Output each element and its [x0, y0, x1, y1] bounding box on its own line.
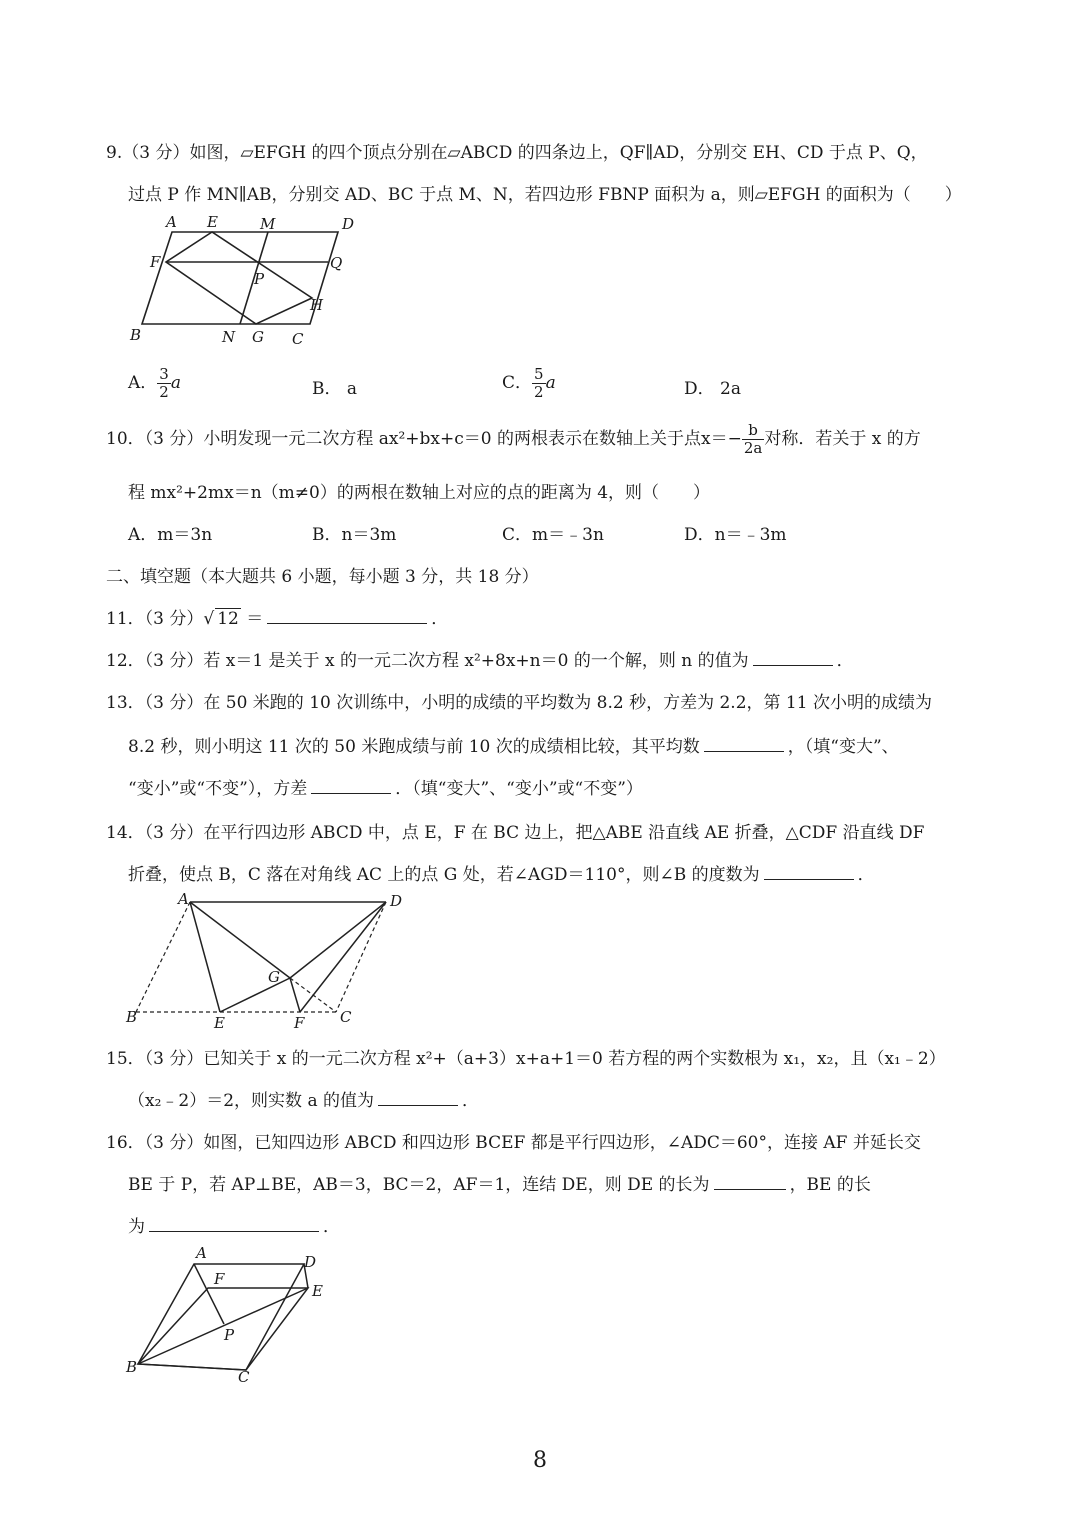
q16-label-f: F	[214, 1270, 225, 1288]
q9-label-f: F	[150, 253, 161, 271]
q16-label-c: C	[238, 1368, 250, 1386]
q14-label-b: B	[126, 1008, 138, 1026]
q16-label-p: P	[224, 1326, 235, 1344]
q10-option-d: D．n＝﹣3m	[684, 525, 787, 545]
q9-label-h: H	[310, 296, 324, 314]
q14-line-ag	[190, 902, 290, 978]
q10-line2: 程 mx²+2mx＝n（m≠0）的两根在数轴上对应的点的距离为 4，则（ ）	[128, 483, 711, 503]
q16-parallelogram-bcef	[138, 1288, 308, 1370]
q10-line1: 10．（3 分）小明发现一元二次方程 ax²+bx+c＝0 的两根表示在数轴上关于点x＝− $\frac{b}{2a}$ 对称．若关于 x 的方	[106, 421, 921, 457]
q12-blank[interactable]	[753, 664, 833, 666]
q9-label-q: Q	[330, 254, 343, 272]
q9-figure	[130, 212, 370, 352]
q16-label-d: D	[304, 1253, 317, 1271]
q14-dashed-gc	[290, 978, 336, 1012]
q14-label-f: F	[294, 1014, 305, 1032]
q9-label-n: N	[222, 328, 236, 346]
q16-blank-be[interactable]	[149, 1230, 319, 1232]
q10-option-b: B．n＝3m	[312, 525, 397, 545]
q11-blank[interactable]	[267, 622, 427, 624]
q9-option-c: C． $\frac{5}{2}$ a	[502, 365, 556, 401]
q15-line2: （x₂﹣2）＝2，则实数 a 的值为 ．	[128, 1091, 479, 1111]
q14-blank[interactable]	[764, 878, 854, 880]
q9-option-d: D． 2a	[684, 379, 741, 399]
q15-blank[interactable]	[378, 1104, 458, 1106]
q14-line-dg	[290, 902, 386, 978]
q9-parallelogram-abcd	[142, 232, 338, 324]
q12-line: 12．（3 分）若 x＝1 是关于 x 的一元二次方程 x²+8x+n＝0 的一个解，则 n 的值为 ．	[106, 651, 854, 671]
q14-label-g: G	[268, 968, 280, 986]
q16-line3: 为 ．	[128, 1217, 340, 1237]
q14-line-fg	[290, 978, 300, 1012]
q14-label-a: A	[178, 890, 189, 908]
q10-option-c: C．m＝﹣3n	[502, 525, 604, 545]
q13-line2: 8.2 秒，则小明这 11 次的 50 米跑成绩与前 10 次的成绩相比较，其平均数 ，（填“变大”、	[128, 737, 899, 757]
q9-label-m: M	[260, 215, 276, 233]
q13-blank-variance[interactable]	[311, 792, 391, 794]
q13-line1: 13．（3 分）在 50 米跑的 10 次训练中，小明的成绩的平均数为 8.2 秒，方差为 2.2，第 11 次小明的成绩为	[106, 693, 932, 713]
q9-label-e: E	[207, 213, 218, 231]
q14-figure	[124, 890, 414, 1030]
q14-line1: 14．（3 分）在平行四边形 ABCD 中，点 E，F 在 BC 边上，把△ABE 沿直线 AE 折叠，△CDF 沿直线 DF	[106, 823, 925, 843]
q9-label-a: A	[166, 213, 177, 231]
q14-label-c: C	[340, 1008, 352, 1026]
q10-option-a: A．m＝3n	[128, 525, 213, 545]
q13-blank-mean[interactable]	[704, 750, 784, 752]
q15-line1: 15．（3 分）已知关于 x 的一元二次方程 x²+（a+3）x+a+1＝0 若方程的两个实数根为 x₁，x₂，且（x₁﹣2）	[106, 1049, 946, 1069]
q9-option-a: A． $\frac{3}{2}$ a	[128, 365, 181, 401]
q11-line: 11．（3 分）√ 12 ＝ ．	[106, 609, 449, 629]
q14-label-d: D	[390, 892, 403, 910]
q9-line2: 过点 P 作 MN∥AB，分别交 AD、BC 于点 M、N，若四边形 FBNP 面积为 a，则▱EFGH 的面积为（ ）	[128, 185, 962, 205]
q9-label-b: B	[130, 326, 142, 344]
q16-line2: BE 于 P，若 AP⊥BE，AB＝3，BC＝2，AF＝1，连结 DE，则 DE 的长为 ，BE 的长	[128, 1175, 871, 1195]
q9-label-d: D	[342, 215, 355, 233]
q16-figure	[124, 1242, 334, 1387]
q13-line3: “变小”或“不变”），方差 ．（填“变大”、“变小”或“不变”）	[128, 779, 643, 799]
section-heading: 二、填空题（本大题共 6 小题，每小题 3 分，共 18 分）	[106, 567, 539, 587]
q16-label-e: E	[312, 1282, 323, 1300]
q14-label-e: E	[214, 1014, 225, 1032]
q9-label-c: C	[292, 330, 304, 348]
q14-line-ae	[190, 902, 220, 1012]
q16-label-a: A	[196, 1244, 207, 1262]
q16-label-b: B	[126, 1358, 138, 1376]
page-number: 8	[533, 1448, 547, 1473]
q16-line1: 16．（3 分）如图，已知四边形 ABCD 和四边形 BCEF 都是平行四边形，∠ADC＝60°，连接 AF 并延长交	[106, 1133, 921, 1153]
q16-line-be	[138, 1288, 308, 1364]
q14-dashed-ab	[136, 902, 190, 1012]
q9-label-p: P	[254, 270, 265, 288]
q16-blank-de[interactable]	[714, 1188, 786, 1190]
q9-parallelogram-efgh	[166, 232, 312, 324]
q9-option-b: B． a	[312, 379, 358, 399]
q9-line1: 9.（3 分）如图，▱EFGH 的四个顶点分别在▱ABCD 的四条边上，QF∥AD，分别交 EH、CD 于点 P、Q，	[106, 143, 928, 163]
q9-label-g: G	[252, 328, 264, 346]
q14-line2: 折叠，使点 B，C 落在对角线 AC 上的点 G 处，若∠AGD＝110°，则∠B 的度数为 ．	[128, 865, 875, 885]
